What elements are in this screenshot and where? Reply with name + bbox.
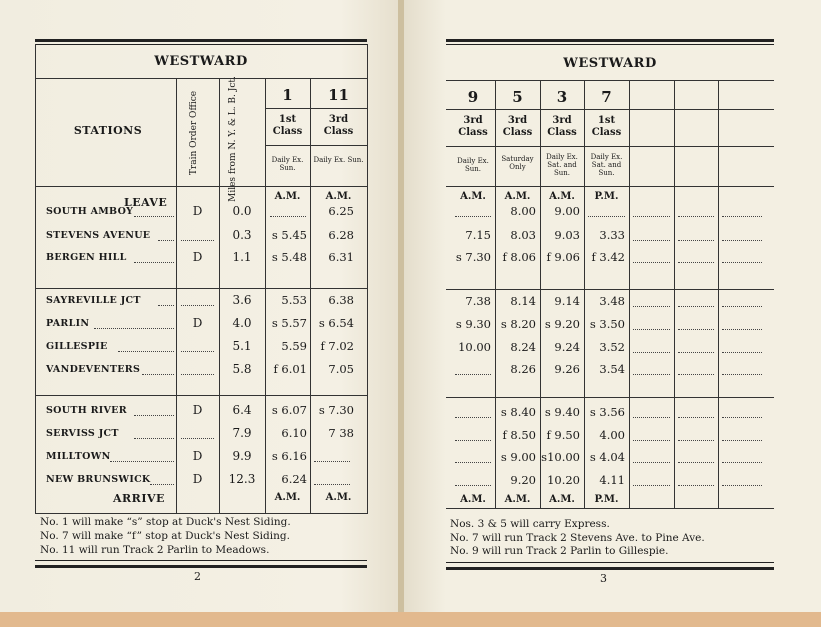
note-line: No. 7 will run Track 2 Stevens Ave. to Pine Ave. xyxy=(450,532,705,544)
train-class: 1st Class xyxy=(591,115,622,138)
ampm-label: A.M. xyxy=(460,494,486,505)
time-cell: 3.33 xyxy=(599,228,625,242)
time-cell: f 8.06 xyxy=(502,250,536,264)
bottom-rule-thin xyxy=(446,562,774,563)
miles-value: 5.1 xyxy=(232,339,252,353)
time-cell: 6.38 xyxy=(328,293,354,307)
leave-label: LEAVE xyxy=(124,196,168,209)
train-order-office-mark: D xyxy=(192,250,203,264)
dotted-leader xyxy=(678,352,714,353)
page-title: WESTWARD xyxy=(154,54,248,69)
time-cell: 3.54 xyxy=(599,362,625,376)
dotted-leader xyxy=(678,440,714,441)
miles-value: 0.0 xyxy=(232,204,252,218)
dotted-leader xyxy=(181,240,214,241)
dotted-leader xyxy=(181,351,214,352)
time-cell: 8.14 xyxy=(510,294,536,308)
note-line: No. 7 will make “f” stop at Duck's Nest Siding. xyxy=(40,530,290,542)
arrive-label: ARRIVE xyxy=(113,492,165,505)
time-cell: 9.24 xyxy=(554,340,580,354)
time-cell: f 9.06 xyxy=(546,250,580,264)
time-cell: f 3.42 xyxy=(591,250,625,264)
miles-value: 5.8 xyxy=(232,362,252,376)
dotted-leader xyxy=(455,216,491,217)
ampm-label: P.M. xyxy=(594,191,619,202)
notes-rule xyxy=(446,508,774,509)
time-cell: s 7.30 xyxy=(455,250,491,264)
time-cell: 6.28 xyxy=(328,228,354,242)
time-cell: s 8.40 xyxy=(500,405,536,419)
train-order-office-mark: D xyxy=(192,403,203,417)
train-order-office-header: Train Order Office xyxy=(189,90,199,176)
dotted-leader xyxy=(722,485,762,486)
dotted-leader xyxy=(678,262,714,263)
train-number: 1 xyxy=(282,86,293,104)
dotted-leader xyxy=(722,262,762,263)
top-rule-thin xyxy=(35,44,367,45)
ampm-label: A.M. xyxy=(274,191,301,202)
miles-value: 9.9 xyxy=(232,449,252,463)
dotted-leader xyxy=(118,351,174,352)
dotted-leader xyxy=(722,440,762,441)
time-cell: 9.20 xyxy=(510,473,536,487)
table-border-right xyxy=(367,44,368,514)
time-cell: s 8.20 xyxy=(500,317,536,331)
train-class: 1st Class xyxy=(272,114,303,137)
dotted-leader xyxy=(678,216,714,217)
train-number: 7 xyxy=(601,88,612,106)
miles-value: 6.4 xyxy=(232,403,252,417)
time-cell: 9.00 xyxy=(554,204,580,218)
time-cell: 8.24 xyxy=(510,340,536,354)
dotted-leader xyxy=(633,352,670,353)
time-cell: 6.24 xyxy=(281,472,307,486)
station-name: SERVISS JCT xyxy=(46,428,119,439)
station-name: STEVENS AVENUE xyxy=(46,230,151,241)
train-days: Daily Ex. Sun. xyxy=(313,156,364,164)
dotted-leader xyxy=(722,417,762,418)
time-cell: f 6.01 xyxy=(273,362,307,376)
train-order-office-mark: D xyxy=(192,449,203,463)
train-number: 3 xyxy=(556,88,568,106)
ampm-label: A.M. xyxy=(504,494,531,505)
time-cell: s 6.16 xyxy=(271,449,307,463)
dotted-leader xyxy=(134,262,174,263)
train-days: Daily Ex. Sat. and Sun. xyxy=(546,153,578,177)
dotted-leader xyxy=(633,262,670,263)
section-rule xyxy=(35,395,367,396)
ampm-label: A.M. xyxy=(325,492,352,503)
section-rule xyxy=(446,289,774,290)
time-cell: 4.00 xyxy=(599,428,625,442)
dotted-leader xyxy=(314,484,350,485)
stations-header: STATIONS xyxy=(73,124,143,137)
dotted-leader xyxy=(270,216,306,217)
time-cell: s 9.00 xyxy=(500,450,536,464)
station-name: NEW BRUNSWICK xyxy=(46,474,151,485)
time-cell: 3.48 xyxy=(599,294,625,308)
dotted-leader xyxy=(314,461,350,462)
dotted-leader xyxy=(678,306,714,307)
time-cell: 5.59 xyxy=(281,339,307,353)
train-number: 11 xyxy=(328,86,349,104)
time-cell: f 9.50 xyxy=(546,428,580,442)
train-class: 3rd Class xyxy=(547,115,577,138)
train-days: Daily Ex. Sat. and Sun. xyxy=(590,153,623,177)
ampm-label: A.M. xyxy=(274,492,301,503)
note-line: Nos. 3 & 5 will carry Express. xyxy=(450,518,610,530)
dotted-leader xyxy=(94,328,174,329)
dotted-leader xyxy=(722,374,762,375)
time-cell: 7.38 xyxy=(465,294,491,308)
time-cell: 9.14 xyxy=(554,294,580,308)
time-cell: s 4.04 xyxy=(589,450,625,464)
miles-value: 0.3 xyxy=(232,228,252,242)
dotted-leader xyxy=(722,240,762,241)
book-edge xyxy=(0,612,821,627)
train-number: 9 xyxy=(467,88,479,106)
station-name: SOUTH RIVER xyxy=(46,405,127,416)
time-cell: s 6.54 xyxy=(318,316,354,330)
col-divider xyxy=(718,80,719,508)
notes-rule xyxy=(35,513,367,514)
train-class: 3rd Class xyxy=(502,115,533,138)
ampm-label: A.M. xyxy=(549,494,575,505)
dotted-leader xyxy=(633,440,670,441)
time-cell: 10.20 xyxy=(547,473,580,487)
dotted-leader xyxy=(678,240,714,241)
miles-value: 7.9 xyxy=(232,426,252,440)
time-cell: 7.05 xyxy=(328,362,354,376)
miles-value: 3.6 xyxy=(232,293,252,307)
dotted-leader xyxy=(678,485,714,486)
dotted-leader xyxy=(633,485,670,486)
dotted-leader xyxy=(455,485,491,486)
miles-value: 4.0 xyxy=(232,316,252,330)
table-border-left xyxy=(35,44,36,514)
dotted-leader xyxy=(150,484,174,485)
dotted-leader xyxy=(455,417,491,418)
dotted-leader xyxy=(181,305,214,306)
time-cell: s 6.07 xyxy=(271,403,307,417)
dotted-leader xyxy=(633,417,670,418)
col-divider xyxy=(629,80,630,508)
dotted-leader xyxy=(633,306,670,307)
train-order-office-mark: D xyxy=(192,316,203,330)
time-cell: 7 38 xyxy=(328,426,354,440)
time-cell: s 5.57 xyxy=(271,316,307,330)
station-name: BERGEN HILL xyxy=(46,252,127,263)
time-cell: f 8.50 xyxy=(502,428,536,442)
dotted-leader xyxy=(134,216,174,217)
ampm-label: A.M. xyxy=(460,191,486,202)
dotted-leader xyxy=(678,462,714,463)
dotted-leader xyxy=(181,374,214,375)
time-cell: 10.00 xyxy=(458,340,491,354)
time-cell: 6.25 xyxy=(328,204,354,218)
dotted-leader xyxy=(678,329,714,330)
time-cell: 9.26 xyxy=(554,362,580,376)
time-cell: 6.10 xyxy=(281,426,307,440)
dotted-leader xyxy=(722,352,762,353)
dotted-leader xyxy=(455,440,491,441)
time-cell: s10.00 xyxy=(541,450,580,464)
dotted-leader xyxy=(455,462,491,463)
time-cell: s 9.30 xyxy=(455,317,491,331)
ampm-label: A.M. xyxy=(325,191,352,202)
time-cell: s 9.40 xyxy=(544,405,580,419)
header-bottom-rule xyxy=(446,186,774,187)
time-cell: 4.11 xyxy=(599,473,625,487)
note-line: No. 11 will run Track 2 Parlin to Meadows. xyxy=(40,544,270,556)
dotted-leader xyxy=(678,374,714,375)
ampm-label: A.M. xyxy=(504,191,531,202)
station-name: PARLIN xyxy=(46,318,90,329)
station-name: GILLESPIE xyxy=(46,341,108,352)
train-number: 5 xyxy=(512,88,523,106)
dotted-leader xyxy=(134,415,174,416)
dotted-leader xyxy=(110,461,174,462)
station-name: VANDEVENTERS xyxy=(46,364,141,375)
time-cell: s 5.45 xyxy=(271,228,307,242)
top-rule xyxy=(35,39,367,42)
dotted-leader xyxy=(455,374,491,375)
train-days: Saturday Only xyxy=(501,155,534,171)
page-number: 2 xyxy=(194,570,201,583)
dotted-leader xyxy=(181,438,214,439)
section-rule xyxy=(446,397,774,398)
train-days: Daily Ex. Sun. xyxy=(457,157,489,173)
station-name: MILLTOWN xyxy=(46,451,111,462)
section-rule xyxy=(35,288,367,289)
time-cell: 6.31 xyxy=(328,250,354,264)
col-divider xyxy=(674,80,675,508)
train-order-office-mark: D xyxy=(192,472,203,486)
ampm-label: A.M. xyxy=(549,191,575,202)
header-rule xyxy=(446,109,774,110)
time-cell: s 9.20 xyxy=(544,317,580,331)
bottom-rule-thin xyxy=(35,560,367,561)
dotted-leader xyxy=(588,216,625,217)
time-cell: 5.53 xyxy=(281,293,307,307)
dotted-leader xyxy=(633,216,670,217)
bottom-rule xyxy=(35,565,367,568)
time-cell: s 5.48 xyxy=(271,250,307,264)
miles-value: 12.3 xyxy=(228,472,256,486)
train-class: 3rd Class xyxy=(323,114,354,137)
train-class: 3rd Class xyxy=(458,115,488,138)
note-line: No. 1 will make “s” stop at Duck's Nest Siding. xyxy=(40,516,291,528)
bottom-rule xyxy=(446,567,774,570)
dotted-leader xyxy=(633,329,670,330)
ampm-label: P.M. xyxy=(594,494,619,505)
dotted-leader xyxy=(158,240,174,241)
miles-header: Miles from N. Y. & L. B. Jct. xyxy=(228,76,238,202)
dotted-leader xyxy=(142,374,174,375)
time-cell: 8.26 xyxy=(510,362,536,376)
dotted-leader xyxy=(633,462,670,463)
station-name: SOUTH AMBOY xyxy=(46,206,134,217)
time-cell: s 3.56 xyxy=(589,405,625,419)
dotted-leader xyxy=(678,417,714,418)
train-order-office-mark: D xyxy=(192,204,203,218)
dotted-leader xyxy=(633,240,670,241)
top-rule-thin xyxy=(446,44,774,45)
dotted-leader xyxy=(134,438,174,439)
dotted-leader xyxy=(722,462,762,463)
time-cell: 3.52 xyxy=(599,340,625,354)
dotted-leader xyxy=(633,374,670,375)
page-number: 3 xyxy=(600,572,607,585)
dotted-leader xyxy=(158,305,174,306)
time-cell: 7.15 xyxy=(465,228,491,242)
dotted-leader xyxy=(722,329,762,330)
train-days: Daily Ex. Sun. xyxy=(271,156,304,172)
page-title: WESTWARD xyxy=(563,56,657,71)
time-cell: 9.03 xyxy=(554,228,580,242)
time-cell: s 7.30 xyxy=(318,403,354,417)
station-name: SAYREVILLE JCT xyxy=(46,295,141,306)
header-rule xyxy=(446,146,774,147)
dotted-leader xyxy=(722,216,762,217)
note-line: No. 9 will run Track 2 Parlin to Gillespie. xyxy=(450,545,669,557)
time-cell: 8.00 xyxy=(510,204,536,218)
miles-value: 1.1 xyxy=(232,250,252,264)
top-rule xyxy=(446,39,774,42)
time-cell: f 7.02 xyxy=(320,339,354,353)
dotted-leader xyxy=(722,306,762,307)
header-rule xyxy=(265,108,367,109)
header-rule xyxy=(265,145,367,146)
time-cell: s 3.50 xyxy=(589,317,625,331)
time-cell: 8.03 xyxy=(510,228,536,242)
